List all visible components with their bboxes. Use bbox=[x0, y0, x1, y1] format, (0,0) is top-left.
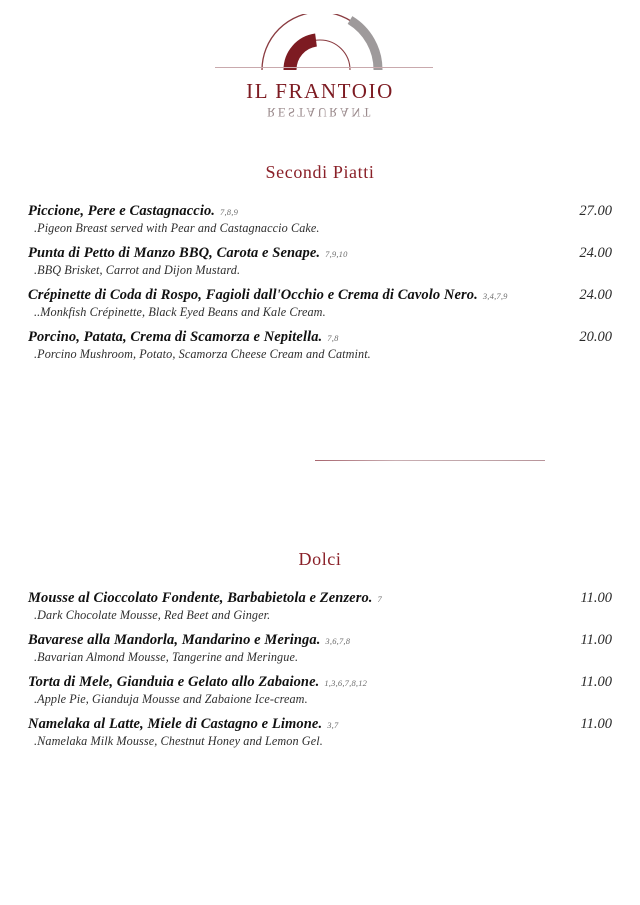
menu-header bbox=[0, 0, 640, 128]
menu-item-title: Mousse al Cioccolato Fondente, Barbabietola e Zenzero. bbox=[28, 590, 373, 606]
menu-item-title-group bbox=[28, 329, 558, 346]
section-heading-secondi: Secondi Piatti bbox=[265, 162, 375, 182]
menu-item-allergens: 1,3,6,7,8,12 bbox=[324, 678, 368, 688]
brand-logo bbox=[200, 14, 440, 70]
menu-item-description: .BBQ Brisket, Carrot and Dijon Mustard. bbox=[34, 263, 241, 277]
menu-item bbox=[28, 287, 612, 320]
menu-item-title: Torta di Mele, Gianduia e Gelato allo Zabaione. bbox=[28, 674, 320, 690]
menu-item-title-group bbox=[28, 632, 558, 649]
menu-item-description: .Pigeon Breast served with Pear and Castagnaccio Cake. bbox=[34, 221, 320, 235]
menu-item-description: .Dark Chocolate Mousse, Red Beet and Ginger. bbox=[34, 608, 271, 622]
menu-item bbox=[28, 716, 612, 749]
menu-item-row bbox=[28, 632, 612, 649]
menu-item bbox=[28, 674, 612, 707]
menu-item-title: Crépinette di Coda di Rospo, Fagioli dall'Occhio e Crema di Cavolo Nero. bbox=[28, 287, 478, 303]
menu-item-description: .Porcino Mushroom, Potato, Scamorza Cheese Cream and Catmint. bbox=[34, 347, 371, 361]
menu-item bbox=[28, 590, 612, 623]
menu-item-title-group bbox=[28, 674, 558, 691]
menu-item-title: Bavarese alla Mandorla, Mandarino e Meringa. bbox=[28, 632, 321, 648]
menu-item-title-group bbox=[28, 716, 558, 733]
menu-item-row bbox=[28, 203, 612, 220]
menu-item-price: 11.00 bbox=[580, 716, 612, 732]
section-divider bbox=[315, 460, 545, 461]
menu-item-title-group bbox=[28, 203, 558, 220]
menu-item-allergens: 7,8,9 bbox=[220, 207, 239, 217]
menu-item bbox=[28, 203, 612, 236]
menu-item-title: Punta di Petto di Manzo BBQ, Carota e Senape. bbox=[28, 245, 321, 261]
menu-item-row bbox=[28, 674, 612, 691]
menu-item-allergens: 3,7 bbox=[327, 720, 339, 730]
menu-item-description: .Bavarian Almond Mousse, Tangerine and Meringue. bbox=[34, 650, 299, 664]
menu-item-title: Piccione, Pere e Castagnaccio. bbox=[28, 203, 216, 219]
section-divider-wrap bbox=[0, 460, 640, 461]
menu-item-price: 11.00 bbox=[580, 674, 612, 690]
arch-logo-icon bbox=[200, 14, 440, 74]
brand-name: IL FRANTOIO bbox=[246, 79, 394, 103]
menu-item-description: .Apple Pie, Gianduja Mousse and Zabaione Ice-cream. bbox=[34, 692, 308, 706]
menu-list-dolci bbox=[0, 590, 640, 749]
menu-item-row bbox=[28, 245, 612, 262]
menu-item-description: .Namelaka Milk Mousse, Chestnut Honey and Lemon Gel. bbox=[34, 734, 323, 748]
menu-item-allergens: 3,6,7,8 bbox=[325, 636, 351, 646]
section-heading-dolci: Dolci bbox=[298, 549, 342, 569]
menu-item-price: 11.00 bbox=[580, 632, 612, 648]
brand-subtitle: RESTAURANT bbox=[267, 105, 373, 120]
menu-item-price: 24.00 bbox=[579, 245, 612, 261]
menu-item-title: Namelaka al Latte, Miele di Castagno e Limone. bbox=[28, 716, 323, 732]
menu-item-title-group bbox=[28, 590, 558, 607]
menu-item-allergens: 7,9,10 bbox=[325, 249, 348, 259]
menu-item-price: 11.00 bbox=[580, 590, 612, 606]
menu-item-allergens: 7 bbox=[377, 594, 382, 604]
brand-wordmark bbox=[0, 80, 640, 120]
menu-item-price: 20.00 bbox=[579, 329, 612, 345]
menu-item-allergens: 3,4,7,9 bbox=[482, 291, 508, 301]
menu-item-row bbox=[28, 590, 612, 607]
menu-item-title-group bbox=[28, 287, 558, 304]
menu-item-allergens: 7,8 bbox=[327, 333, 339, 343]
dolci-spacer bbox=[0, 461, 640, 549]
menu-item-row bbox=[28, 329, 612, 346]
menu-item-row bbox=[28, 716, 612, 733]
menu-item-price: 27.00 bbox=[579, 203, 612, 219]
menu-item bbox=[28, 245, 612, 278]
menu-item-title: Porcino, Patata, Crema di Scamorza e Nepitella. bbox=[28, 329, 323, 345]
menu-item-row bbox=[28, 287, 612, 304]
menu-item-price: 24.00 bbox=[579, 287, 612, 303]
menu-list-secondi bbox=[0, 203, 640, 362]
menu-item bbox=[28, 329, 612, 362]
menu-item-title-group bbox=[28, 245, 558, 262]
logo-baseline-rule bbox=[215, 67, 433, 68]
menu-item bbox=[28, 632, 612, 665]
menu-item-description: ..Monkfish Crépinette, Black Eyed Beans and Kale Cream. bbox=[34, 305, 326, 319]
